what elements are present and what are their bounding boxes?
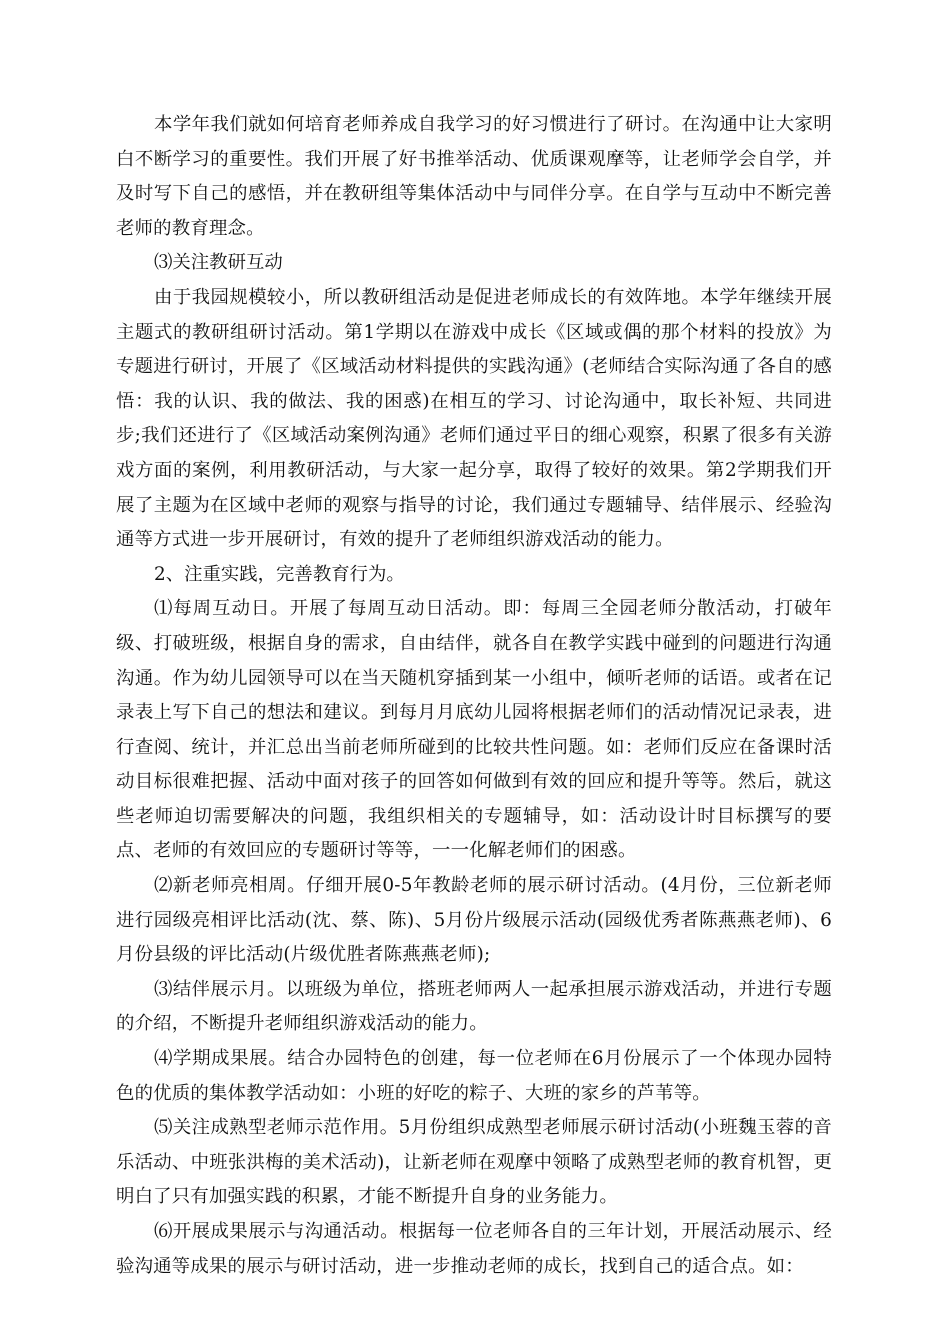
paragraph-partner-showcase-month: ⑶结伴展示月。以班级为单位，搭班老师两人一起承担展示游戏活动，并进行专题的介绍，不断提升老师组织游戏活动的能力。 — [116, 978, 832, 1035]
paragraph-research-group-activities: 由于我园规模较小，所以教研组活动是促进老师成长的有效阵地。本学年继续开展主题式的教研组研讨活动。第1学期以在游戏中成长《区域或偶的那个材料的投放》为专题进行研讨，开展了《区域活动材料提供的实践沟通》(老师结合实际沟通了各自的感悟：我的认识、我的做法、我的困惑)在相互的学习、讨论沟通中，取长补短、共同进步;我们还进行了《区域活动案例沟通》老师们通过平日的细心观察，积累了很多有关游戏方面的案例，利用教研活动，与大家一起分享，取得了较好的效果。第2学期我们开展了主题为在区域中老师的观察与指导的讨论，我们通过专题辅导、结伴展示、经验沟通等方式进一步开展研讨，有效的提升了老师组织游戏活动的能力。 — [116, 286, 832, 551]
paragraph-semester-achievement: ⑷学期成果展。结合办园特色的创建，每一位老师在6月份展示了一个体现办园特色的优质的集体教学活动如：小班的好吃的粽子、大班的家乡的芦苇等。 — [116, 1048, 832, 1104]
paragraph-new-teacher-week: ⑵新老师亮相周。仔细开展0-5年教龄老师的展示研讨活动。(4月份，三位新老师进行园级亮相评比活动(沈、蔡、陈)、5月份片级展示活动(园级优秀者陈燕燕老师)、6月份县级的评比活动(片级优胜者陈燕燕老师); — [116, 875, 832, 966]
paragraph-mature-teacher-demo: ⑸关注成熟型老师示范作用。5月份组织成熟型老师展示研讨活动(小班魏玉蓉的音乐活动、中班张洪梅的美术活动)，让新老师在观摩中领略了成熟型老师的教育机智，更明白了只有加强实践的积累，才能不断提升自身的业务能力。 — [116, 1117, 832, 1208]
paragraph-self-study: 本学年我们就如何培育老师养成自我学习的好习惯进行了研讨。在沟通中让大家明白不断学习的重要性。我们开展了好书推举活动、优质课观摩等，让老师学会自学，并及时写下自己的感悟，并在教研组等集体活动中与同伴分享。在自学与互动中不断完善老师的教育理念。 — [116, 114, 832, 239]
heading-focus-on-practice: 2、注重实践，完善教育行为。 — [154, 563, 405, 585]
heading-teaching-research-interaction: ⑶关注教研互动 — [154, 252, 283, 274]
paragraph-achievement-exchange: ⑹开展成果展示与沟通活动。根据每一位老师各自的三年计划，开展活动展示、经验沟通等成果的展示与研讨活动，进一步推动老师的成长，找到自己的适合点。如： — [116, 1221, 832, 1277]
document-body — [116, 108, 832, 1284]
paragraph-weekly-interaction-day: ⑴每周互动日。开展了每周互动日活动。即：每周三全园老师分散活动，打破年级、打破班级，根据自身的需求，自由结伴，就各自在教学实践中碰到的问题进行沟通沟通。作为幼儿园领导可以在当天随机穿插到某一小组中，倾听老师的话语。或者在记录表上写下自己的想法和建议。到每月月底幼儿园将根据老师们的活动情况记录表，进行查阅、统计，并汇总出当前老师所碰到的比较共性问题。如：老师们反应在备课时活动目标很难把握、活动中面对孩子的回答如何做到有效的回应和提升等等。然后，就这些老师迫切需要解决的问题，我组织相关的专题辅导，如：活动设计时目标撰写的要点、老师的有效回应的专题研讨等等，一一化解老师们的困惑。 — [116, 598, 832, 862]
